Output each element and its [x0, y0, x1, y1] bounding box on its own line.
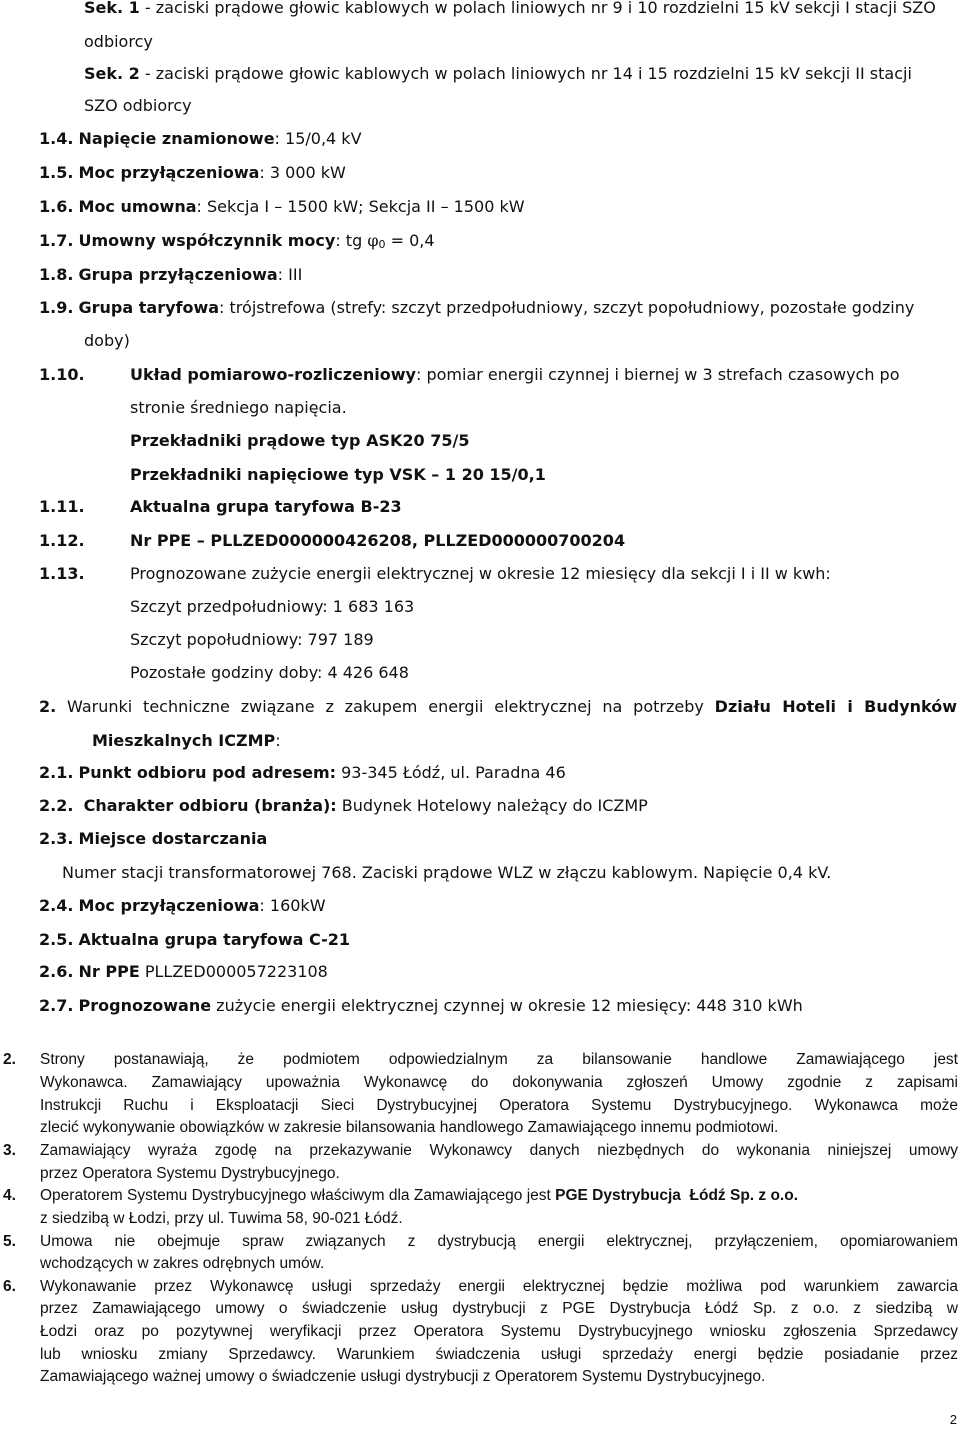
paragraph-3-number: 3.	[3, 1142, 16, 1159]
item-1-10-num: 1.10.	[39, 365, 85, 384]
item-1-12-num: 1.12.	[39, 531, 85, 550]
paragraph-6-line-3: Łodzi oraz po pozytywnej weryfikacji przez Operatora Systemu Dystrybucyjnego wniosku zgłoszenia Sprzedawcy	[40, 1323, 958, 1340]
paragraph-5-number: 5.	[3, 1233, 16, 1250]
sek1-cont: odbiorcy	[84, 32, 153, 51]
item-1-10: Układ pomiarowo-rozliczeniowy: pomiar energii czynnej i biernej w 3 strefach czasowych po	[130, 365, 900, 384]
paragraph-4-number: 4.	[3, 1187, 16, 1204]
item-1-13-num: 1.13.	[39, 564, 85, 583]
sek2-line: Sek. 2 - zaciski prądowe głowic kablowych w polach liniowych nr 14 i 15 rozdzielni 15 kV sekcji II stacji	[84, 64, 912, 83]
item-1-10-cont: stronie średniego napięcia.	[130, 398, 347, 417]
item-1-5: 1.5. Moc przyłączeniowa: 3 000 kW	[39, 163, 346, 182]
forecast-peak-afternoon: Szczyt popołudniowy: 797 189	[130, 630, 374, 649]
voltage-transformers: Przekładniki napięciowe typ VSK – 1 20 15/0,1	[130, 465, 546, 484]
item-2-3: 2.3. Miejsce dostarczania	[39, 829, 268, 848]
item-1-9-cont: doby)	[84, 331, 130, 350]
item-2-1: 2.1. Punkt odbioru pod adresem: 93-345 Łódź, ul. Paradna 46	[39, 763, 566, 782]
paragraph-2-line-4: zlecić wykonywanie obowiązków w zakresie bilansowania handlowego Zamawiającego innemu podmiotowi.	[40, 1119, 779, 1136]
section-2-heading-cont: Mieszkalnych ICZMP:	[92, 731, 281, 750]
paragraph-3-line-2: przez Operatora Systemu Dystrybucyjnego.	[40, 1165, 340, 1182]
item-2-4: 2.4. Moc przyłączeniowa: 160kW	[39, 896, 326, 915]
sek1-label: Sek. 1	[84, 0, 140, 17]
item-1-13: Prognozowane zużycie energii elektrycznej w okresie 12 miesięcy dla sekcji I i II w kwh:	[130, 564, 831, 583]
paragraph-5-line-1: Umowa nie obejmuje spraw związanych z dystrybucją energii elektrycznej, przyłączeniem, opomiarowaniem	[40, 1233, 958, 1250]
item-1-8: 1.8. Grupa przyłączeniowa: III	[39, 265, 303, 284]
paragraph-6-line-4: lub wniosku zmiany Sprzedawcy. Warunkiem świadczenia usługi sprzedaży energi będzie posiadanie przez	[40, 1346, 958, 1363]
item-1-7: 1.7. Umowny współczynnik mocy: tg φ0 = 0,4	[39, 231, 435, 251]
item-2-5: 2.5. Aktualna grupa taryfowa C-21	[39, 930, 351, 949]
item-1-9: 1.9. Grupa taryfowa: trójstrefowa (strefy: szczyt przedpołudniowy, szczyt popołudniowy, pozostałe godziny	[39, 298, 915, 317]
phi-symbol: φ	[367, 231, 379, 250]
sek2-label: Sek. 2	[84, 64, 140, 83]
paragraph-6-number: 6.	[3, 1278, 16, 1295]
paragraph-2-line-3: Instrukcji Ruchu i Eksploatacji Sieci Dystrybucyjnej Operatora Systemu Dystrybucyjnego. Wykonawca może	[40, 1097, 958, 1114]
section-2-heading: 2. Warunki techniczne związane z zakupem energii elektrycznej na potrzeby Działu Hoteli i Budynków	[39, 697, 958, 716]
item-1-12: Nr PPE – PLLZED000000426208, PLLZED000000700204	[130, 531, 626, 550]
item-2-2: 2.2. Charakter odbioru (branża): Budynek Hotelowy należący do ICZMP	[39, 796, 648, 815]
item-2-7: 2.7. Prognozowane zużycie energii elektrycznej czynnej w okresie 12 miesięcy: 448 310 kWh	[39, 996, 803, 1015]
paragraph-6-line-1: Wykonawanie przez Wykonawcę usługi sprzedaży energii elektrycznej będzie możliwa pod warunkiem zawarcia	[40, 1278, 958, 1295]
page-number: 2	[949, 1412, 957, 1427]
forecast-other-hours: Pozostałe godziny doby: 4 426 648	[130, 663, 409, 682]
item-1-11-num: 1.11.	[39, 497, 85, 516]
paragraph-3-line-1: Zamawiający wyraża zgodę na przekazywanie Wykonawcy danych niezbędnych do wykonania niniejszej umowy	[40, 1142, 958, 1159]
item-1-11: Aktualna grupa taryfowa B-23	[130, 497, 402, 516]
sek1-line: Sek. 1 - zaciski prądowe głowic kablowych w polach liniowych nr 9 i 10 rozdzielni 15 kV sekcji I stacji SZO	[84, 0, 936, 17]
item-1-6: 1.6. Moc umowna: Sekcja I – 1500 kW; Sekcja II – 1500 kW	[39, 197, 525, 216]
paragraph-6-line-5: Zamawiającego ważnej umowy o świadczenie usługi dystrybucji z Operatorem Systemu Dystrybucyjnego.	[40, 1368, 766, 1385]
paragraph-2-line-2: Wykonawca. Zamawiający upoważnia Wykonawcę do dokonywania zgłoszeń Umowy zgodnie z zapisami	[40, 1074, 958, 1091]
item-2-3-desc: Numer stacji transformatorowej 768. Zaciski prądowe WLZ w złączu kablowym. Napięcie 0,4 kV.	[62, 863, 832, 882]
current-transformers: Przekładniki prądowe typ ASK20 75/5	[130, 431, 470, 450]
paragraph-2-line-1: Strony postanawiają, że podmiotem odpowiedzialnym za bilansowanie handlowe Zamawiającego jest	[40, 1051, 958, 1068]
item-2-6: 2.6. Nr PPE PLLZED000057223108	[39, 962, 328, 981]
item-1-4: 1.4. Napięcie znamionowe: 15/0,4 kV	[39, 129, 362, 148]
sek2-cont: SZO odbiorcy	[84, 96, 192, 115]
forecast-peak-morning: Szczyt przedpołudniowy: 1 683 163	[130, 597, 415, 616]
paragraph-2-number: 2.	[3, 1051, 16, 1068]
paragraph-4-line-1: Operatorem Systemu Dystrybucyjnego właściwym dla Zamawiającego jest PGE Dystrybucja Łódź Sp. z o.o.	[40, 1187, 799, 1204]
paragraph-4-line-2: z siedzibą w Łodzi, przy ul. Tuwima 58, 90-021 Łódź.	[40, 1210, 403, 1227]
paragraph-6-line-2: przez Zamawiającego umowy o świadczenie usług dystrybucji z PGE Dystrybucja Łódź Sp. z o.o. z siedzibą w	[40, 1300, 958, 1317]
paragraph-5-line-2: wchodzących w zakres odrębnych umów.	[40, 1255, 325, 1272]
